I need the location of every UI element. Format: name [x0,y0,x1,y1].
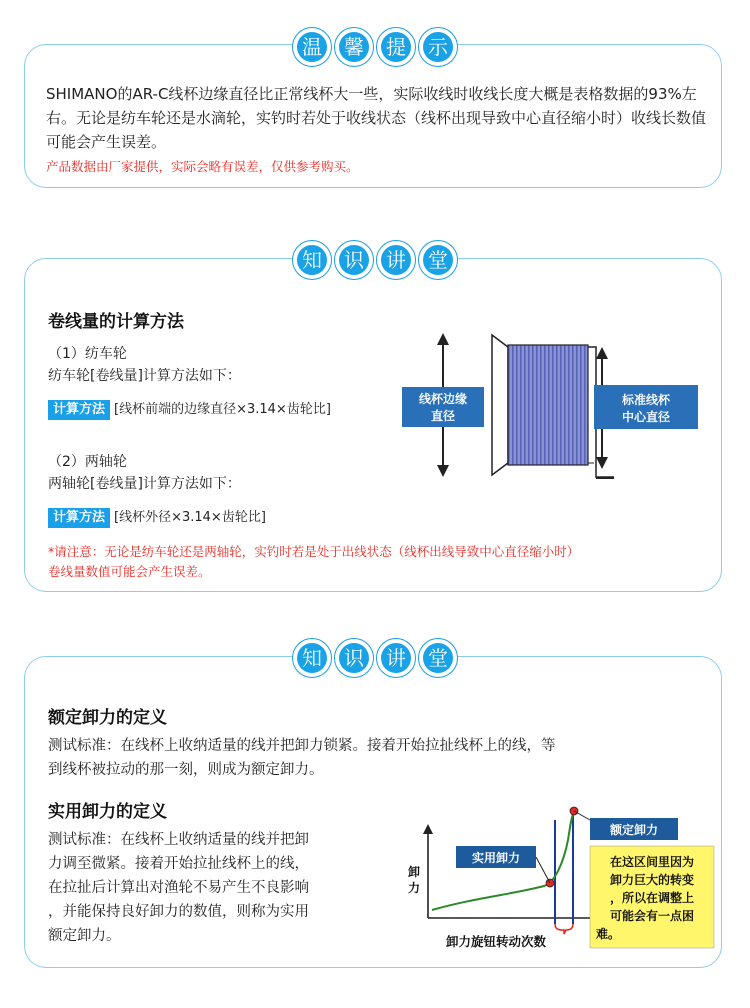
item2-desc: 两轴轮[卷线量]计算方法如下： [48,476,241,492]
practical-label: 实用卸力 [471,851,521,865]
title-char: 馨 [334,27,374,67]
note-line: 难。 [595,927,621,941]
drag-chart [404,800,720,960]
title-char: 讲 [376,240,416,280]
formula-tag: 计算方法 [48,508,110,528]
spool-diagram [396,325,706,485]
notice-body: SHIMANO的AR-C线杯边缘直径比正常线杯大一些，实际收线时收线长度大概是表格数据的93%左右。无论是纺车轮还是水滴轮，实钓时若处于收线状态（线杯出现导致中心直径缩小时）收线长数值可能会产生误差。 [46,85,707,151]
y-axis-label-2: 力 [407,881,421,895]
rated-label: 额定卸力 [609,823,659,837]
notice-note: 产品数据由厂家提供，实际会略有误差，仅供参考购买。 [46,159,359,174]
item2-title: （2）两轴轮 [48,454,127,470]
title-char: 识 [334,638,374,678]
range-bracket [555,924,573,934]
title-char: 讲 [376,638,416,678]
title-char: 知 [292,240,332,280]
title-char: 识 [334,240,374,280]
left-label-1: 线杯边缘 [418,392,468,406]
item1-title: （1）纺车轮 [48,346,127,362]
title-char: 堂 [418,240,458,280]
section-heading: 卷线量的计算方法 [48,312,184,332]
right-label-1: 标准线杯 [621,393,671,407]
note-line: 可能会有一点困 [609,909,695,923]
title-char: 堂 [418,638,458,678]
practical-drag-body: 测试标准：在线杯上收纳适量的线并把卸 力调至微紧。接着开始拉扯线杯上的线， 在拉扯后计算出对渔轮不易产生不良影响 ，并能保持良好卸力的数值，则称为实用 额定卸力。 [48,832,309,944]
formula-text: [线杯前端的边缘直径×3.14×齿轮比] [114,402,331,417]
y-axis-label-1: 卸 [407,865,421,879]
practical-drag-heading: 实用卸力的定义 [48,802,167,822]
rated-drag-heading: 额定卸力的定义 [48,708,167,728]
title-char: 温 [292,27,332,67]
title-char: 提 [376,27,416,67]
note-line: 卸力巨大的转变 [609,873,695,887]
formula-tag: 计算方法 [48,400,110,420]
note-line: 在这区间里因为 [609,855,695,869]
left-label-2: 直径 [430,409,456,423]
rated-drag-body-2: 到线杯被拉动的那一刻，则成为额定卸力。 [48,762,324,778]
warning-line-2: 卷线量数值可能会产生误差。 [48,564,211,579]
notice-title [0,27,750,67]
rated-drag-body-1: 测试标准：在线杯上收纳适量的线并把卸力锁紧。接着开始拉扯线杯上的线，等 [48,738,556,754]
item1-desc: 纺车轮[卷线量]计算方法如下： [48,368,241,384]
x-axis-label: 卸力旋钮转动次数 [445,934,547,949]
note-line: ，所以在调整上 [609,891,695,905]
warning-line-1: *请注意：无论是纺车轮还是两轴轮，实钓时若是处于出线状态（线杯出线导致中心直径缩小时） [48,544,580,559]
right-label-2: 中心直径 [621,410,671,424]
item2-formula-row [48,506,266,530]
spool-line-wrap [508,345,588,465]
title-char: 示 [418,27,458,67]
title-char: 知 [292,638,332,678]
knowledge-title-2 [0,638,750,678]
item1-formula-row [48,398,331,422]
spool-outline [492,335,508,475]
formula-text: [线杯外径×3.14×齿轮比] [114,510,266,525]
knowledge-title-1 [0,240,750,280]
